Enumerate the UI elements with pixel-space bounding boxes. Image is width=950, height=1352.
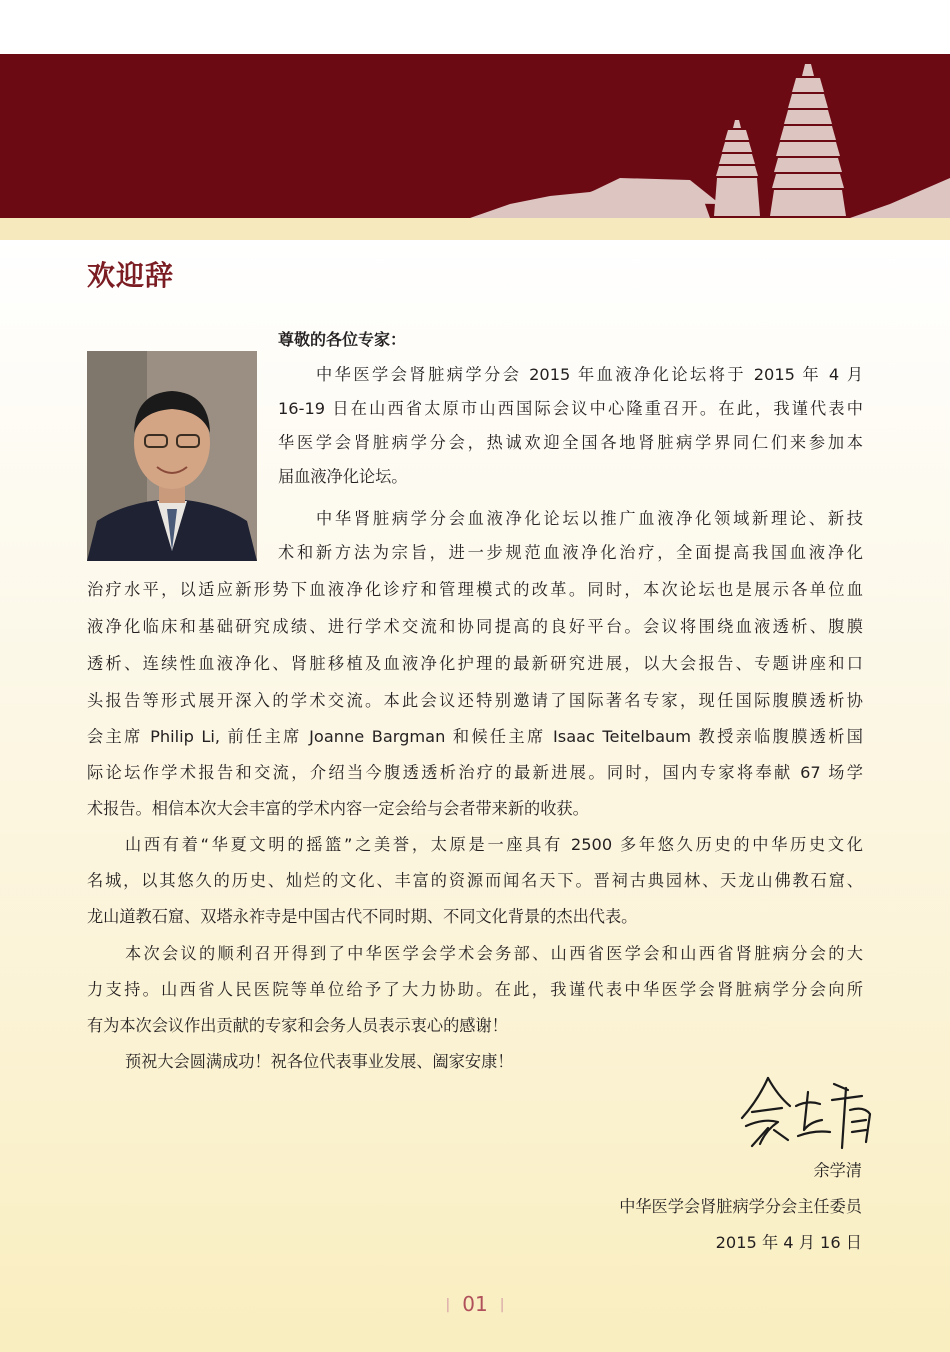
signer-position: 中华医学会肾脏病学分会主任委员 — [619, 1197, 862, 1216]
header-banner — [0, 54, 950, 218]
body-line: 力支持。山西省人民医院等单位给予了大力协助。在此，我谨代表中华医学会肾脏病学分会向所 — [87, 980, 863, 999]
body-line: 届血液净化论坛。 — [278, 467, 408, 486]
header-strip — [0, 218, 950, 240]
body-line: 山西有着“华夏文明的摇篮”之美誉，太原是一座具有 2500 多年悠久历史的中华历史文化 — [125, 835, 863, 854]
signer-name: 余学清 — [813, 1161, 862, 1180]
body-line: 龙山道教石窟、双塔永祚寺是中国古代不同时期、不同文化背景的杰出代表。 — [87, 907, 638, 926]
page-number — [0, 1292, 950, 1316]
body-line: 名城，以其悠久的历史、灿烂的文化、丰富的资源而闻名天下。晋祠古典园林、天龙山佛教石窟、 — [87, 871, 863, 890]
body-line: 头报告等形式展开深入的学术交流。本此会议还特别邀请了国际著名专家，现任国际腹膜透析协 — [87, 691, 863, 710]
body-line: 会主席 Philip Li, 前任主席 Joanne Bargman 和候任主席 Isaac Teitelbaum 教授亲临腹膜透析国 — [87, 727, 863, 746]
body-line: 术报告。相信本次大会丰富的学术内容一定会给与会者带来新的收获。 — [87, 799, 589, 818]
body-line: 华医学会肾脏病学分会，热诚欢迎全国各地肾脏病学界同仁们来参加本 — [278, 433, 863, 452]
body-line: 有为本次会议作出贡献的专家和会务人员表示衷心的感谢！ — [87, 1016, 508, 1035]
body-line: 透析、连续性血液净化、肾脏移植及血液净化护理的最新研究进展，以大会报告、专题讲座和口 — [87, 654, 863, 673]
pagoda-illustration — [470, 54, 950, 218]
body-line: 中华医学会肾脏病学分会 2015 年血液净化论坛将于 2015 年 4 月 — [316, 365, 863, 384]
body-line: 16-19 日在山西省太原市山西国际会议中心隆重召开。在此，我谨代表中 — [278, 399, 863, 418]
body-line: 预祝大会圆满成功！祝各位代表事业发展、阖家安康！ — [125, 1052, 514, 1071]
page-number-value: 01 — [462, 1292, 488, 1316]
page-title: 欢迎辞 — [87, 259, 175, 292]
body-line: 际论坛作学术报告和交流，介绍当今腹透透析治疗的最新进展。同时，国内专家将奉献 67 场学 — [87, 763, 863, 782]
body-line: 中华肾脏病学分会血液净化论坛以推广血液净化领域新理论、新技 — [316, 509, 863, 528]
signature-date: 2015 年 4 月 16 日 — [715, 1233, 862, 1252]
body-line: 治疗水平，以适应新形势下血液净化诊疗和管理模式的改革。同时，本次论坛也是展示各单位血 — [87, 580, 863, 599]
handwritten-signature — [738, 1070, 878, 1154]
body-line: 液净化临床和基础研究成绩、进行学术交流和协同提高的良好平台。会议将围绕血液透析、腹膜 — [87, 617, 863, 636]
body-line: 术和新方法为宗旨，进一步规范血液净化治疗，全面提高我国血液净化 — [278, 543, 863, 562]
author-photo — [87, 351, 257, 561]
body-line: 本次会议的顺利召开得到了中华医学会学术会务部、山西省医学会和山西省肾脏病分会的大 — [125, 944, 863, 963]
divider: | — [445, 1297, 451, 1313]
divider: | — [499, 1297, 505, 1313]
salutation: 尊敬的各位专家： — [278, 330, 407, 349]
